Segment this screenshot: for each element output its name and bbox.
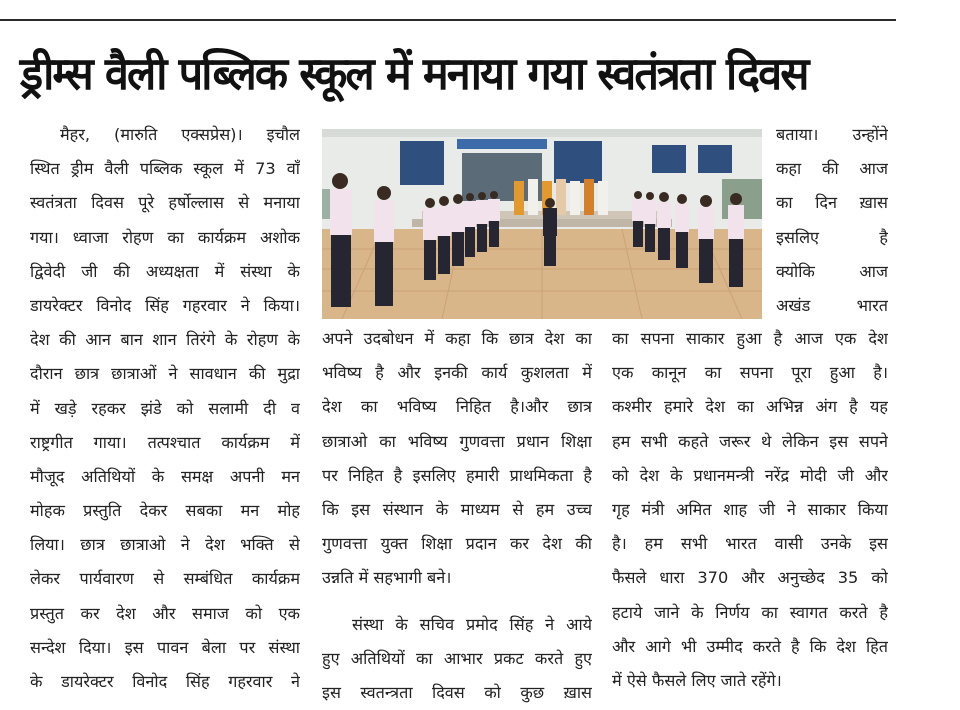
text-line: कि इस संस्थान के माध्यम से हम उच्च bbox=[322, 499, 592, 519]
article-column-1 bbox=[30, 118, 300, 699]
text-line: कहा की आज bbox=[776, 159, 888, 179]
text-line: पर निहित है इसलिए हमारी प्राथमिकता है bbox=[322, 465, 592, 485]
text-line: बताया। उन्होंने bbox=[776, 125, 888, 144]
article-column-4 bbox=[776, 118, 888, 323]
text-line: को देश के प्रधानमन्त्री नरेंद्र मोदी जी और bbox=[612, 465, 888, 485]
text-line: एक कानून का सपना पूरा हुआ है। bbox=[612, 363, 888, 383]
text-line: द्विवेदी जी की अध्यक्षता में संस्था के bbox=[30, 261, 300, 281]
article-column-3 bbox=[612, 322, 888, 698]
text-line: मौजूद अतिथियों के समक्ष अपनी मन bbox=[30, 466, 300, 486]
text-line: गुणवत्ता युक्त शिक्षा प्रदान कर देश की bbox=[322, 534, 592, 554]
text-line: राष्ट्रगीत गाया। तत्पश्चात कार्यक्रम में bbox=[30, 432, 300, 452]
text-line: गृह मंत्री अमित शाह जी ने साकार किया bbox=[612, 499, 888, 519]
text-line: मैहर, (मारुति एक्सप्रेस)। इचौल bbox=[60, 125, 300, 144]
text-line: कश्मीर हमारे देश का अभिन्न अंग है यह bbox=[612, 397, 888, 417]
text-line: देश की आन बान शान तिरंगे के रोहण के bbox=[30, 330, 300, 350]
text-line: प्रस्तुत कर देश और समाज को एक bbox=[30, 603, 300, 623]
headline: ड्रीम्स वैली पब्लिक स्कूल में मनाया गया स्वतंत्रता दिवस bbox=[20, 47, 808, 100]
text-line: छात्राओ का भविष्य गुणवत्ता प्रधान शिक्षा bbox=[322, 431, 592, 451]
top-rule bbox=[0, 19, 896, 21]
text-line: मोहक प्रस्तुति देकर सबका मन मोह bbox=[30, 501, 300, 521]
text-line: स्वतंत्रता दिवस पूरे हर्षोल्लास से मनाया bbox=[30, 193, 300, 213]
text-line: संस्था के सचिव प्रमोद सिंह ने आये bbox=[352, 614, 592, 634]
article-column-2 bbox=[322, 322, 592, 710]
text-line: और आगे भी उम्मीद करते है कि देश हित bbox=[612, 636, 888, 656]
text-line: इस स्वतन्त्रता दिवस को कुछ ख़ास bbox=[322, 682, 592, 702]
text-line: लिया। छात्र छात्राओ ने देश भक्ति से bbox=[30, 535, 300, 555]
text-line: क्योकि आज bbox=[776, 261, 888, 281]
text-line: है। हम सभी भारत वासी उनके इस bbox=[612, 534, 888, 554]
text-line: इसलिए है bbox=[776, 227, 888, 247]
text-line: भविष्य है और इनकी कार्य कुशलता में bbox=[322, 363, 592, 383]
text-line: हम सभी कहते जरूर थे लेकिन इस सपने bbox=[612, 431, 888, 451]
text-line: में ऐसे फैसले लिए जाते रहेंगे। bbox=[612, 670, 782, 690]
text-line: अखंड भारत bbox=[776, 295, 888, 315]
text-line: के डायरेक्टर विनोद सिंह गहरवार ने bbox=[30, 672, 300, 691]
event-photo bbox=[322, 129, 762, 319]
text-line: उन्नति में सहभागी बने। bbox=[322, 568, 452, 588]
event-photo-illustration bbox=[322, 129, 762, 319]
text-line: हुए अतिथियों का आभार प्रकट करते हुए bbox=[322, 648, 592, 668]
text-line: का सपना साकार हुआ है आज एक देश bbox=[612, 329, 888, 348]
text-line: स्थित ड्रीम वैली पब्लिक स्कूल में 73 वाँ bbox=[30, 159, 300, 179]
top-header-fragment bbox=[368, 0, 518, 5]
text-line: का दिन ख़ास bbox=[776, 193, 888, 213]
text-line: फैसले धारा 370 और अनुच्छेद 35 को bbox=[612, 568, 888, 588]
text-line: देश का भविष्य निहित है।और छात्र bbox=[322, 397, 592, 417]
text-line: दौरान छात्र छात्राओं ने सावधान की मुद्रा bbox=[30, 364, 300, 384]
text-line: हटाये जाने के निर्णय का स्वागत करते है bbox=[612, 602, 888, 622]
text-line: डायरेक्टर विनोद सिंह गहरवार ने किया। bbox=[30, 295, 300, 315]
text-line: लेकर पार्यवारण से सम्बंधित कार्यक्रम bbox=[30, 569, 300, 589]
text-line: में खड़े रहकर झंडे को सलामी दी व bbox=[30, 398, 300, 418]
text-line: अपने उदबोधन में कहा कि छात्र देश का bbox=[322, 329, 592, 348]
text-line: गया। ध्वाजा रोहण का कार्यक्रम अशोक bbox=[30, 227, 300, 247]
text-line: सन्देश दिया। इस पावन बेला पर संस्था bbox=[30, 637, 300, 657]
